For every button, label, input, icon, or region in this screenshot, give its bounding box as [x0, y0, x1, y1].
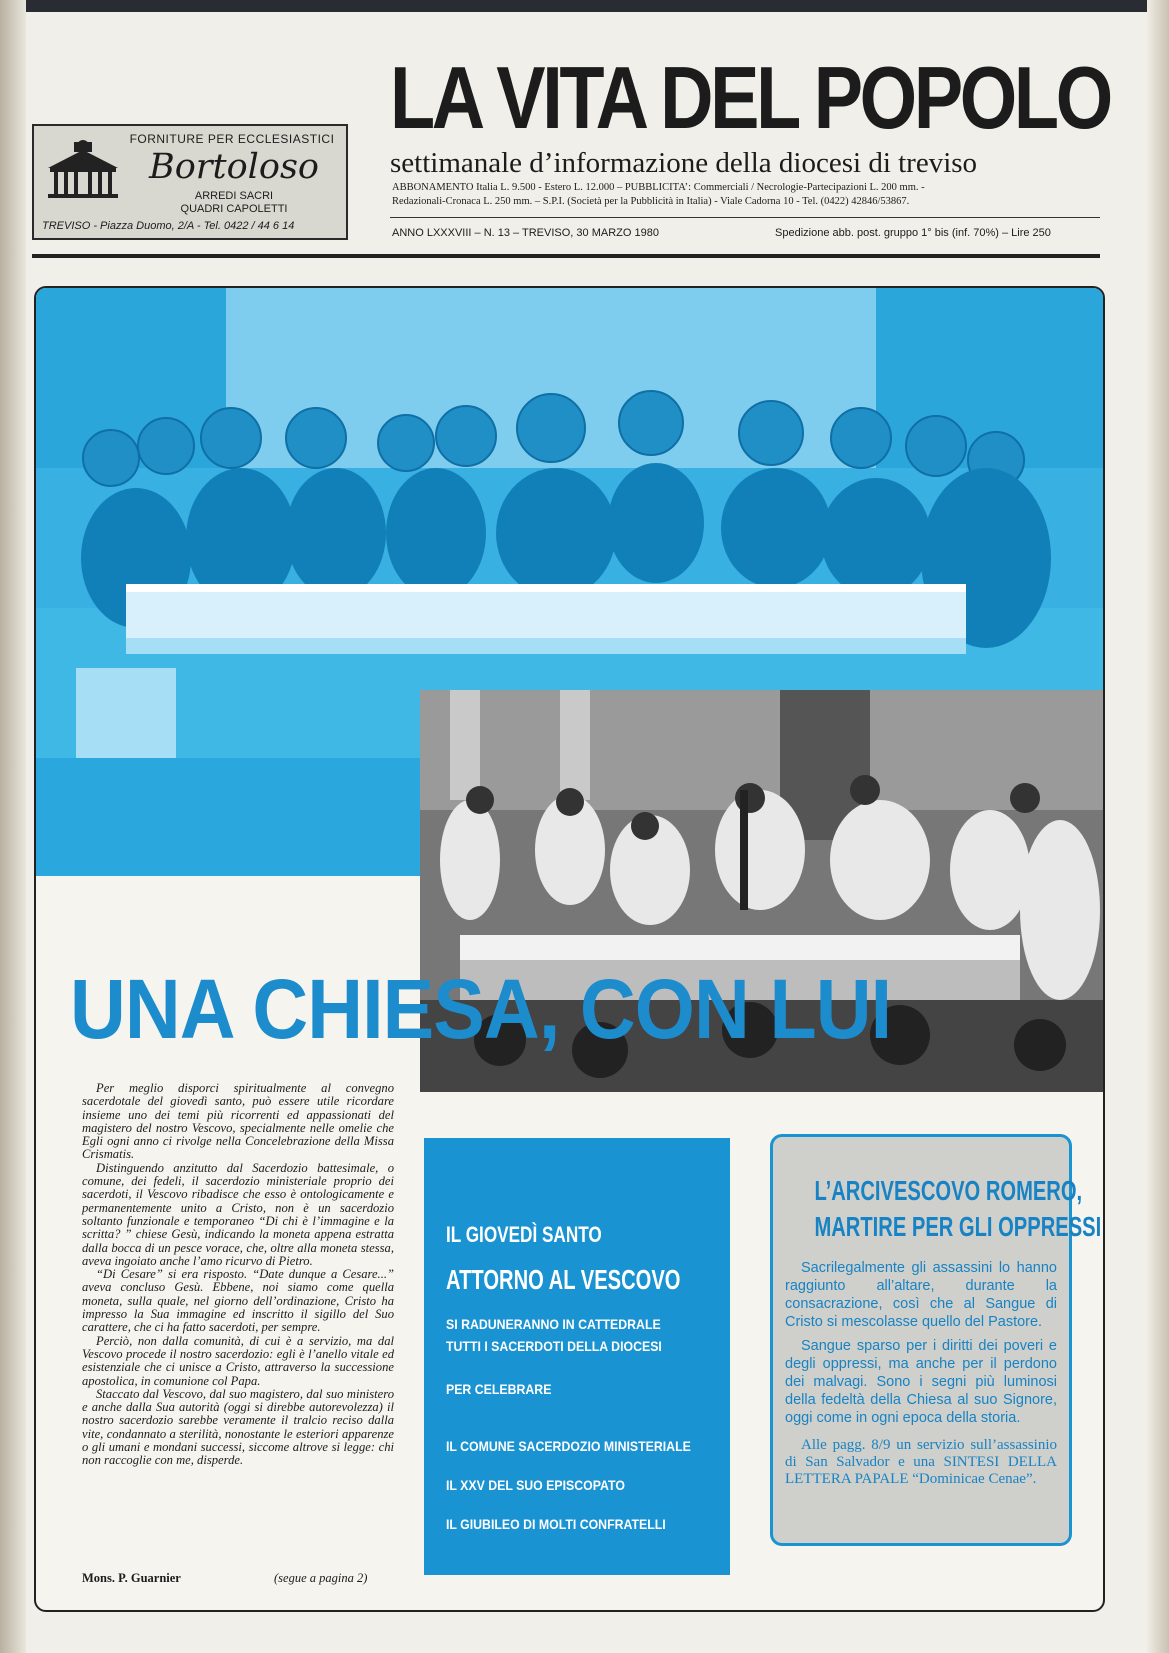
page-right-edge [1147, 0, 1169, 1653]
holy-thursday-line-2: ATTORNO AL VESCOVO [446, 1264, 681, 1295]
ad-line-2: QUADRI CAPOLETTI [180, 203, 288, 215]
ad-line-1: ARREDI SACRI [194, 190, 274, 202]
issue-info: ANNO LXXXVIII – N. 13 – TREVISO, 30 MARZO 1980 [392, 227, 659, 239]
masthead-title: LA VITA DEL POPOLO [390, 48, 1110, 147]
romero-title-line-2: MARTIRE PER GLI OPPRESSI [814, 1211, 1102, 1242]
romero-title-line-1: L’ARCIVESCOVO ROMERO, [814, 1175, 1083, 1206]
continued-note: (segue a pagina 2) [274, 1571, 368, 1585]
page-left-shadow [0, 0, 26, 1653]
front-page-frame [34, 286, 1105, 1612]
holy-thursday-line-3: SI RADUNERANNO IN CATTEDRALE [446, 1316, 661, 1332]
church-icon [44, 140, 122, 200]
holy-thursday-line-5: PER CELEBRARE [446, 1381, 552, 1397]
ad-brand-name: Bortoloso [149, 147, 319, 187]
postal-info: Spedizione abb. post. gruppo 1° bis (inf. 70%) – Lire 250 [775, 227, 1051, 239]
ad-header: FORNITURE PER ECCLESIASTICI [129, 132, 335, 146]
holy-thursday-line-7: IL XXV DEL SUO EPISCOPATO [446, 1477, 625, 1493]
article-paragraph-5: Staccato dal Vescovo, dal suo magistero, dal suo ministero e anche dalla Sua autorità (oggi si direbbe autorevolezza) il nostro sacerdozio sarebbe veramente il tralcio reciso dalla vite, condannato a sterilità, nonostante le esteriori apparenze o gli umani e mondani successi, siccome altrove si legge: chi non raccoglie con me, disperde. [82, 1386, 394, 1468]
masthead-rule [390, 217, 1100, 218]
romero-paragraph-3: Alle pagg. 8/9 un servizio sull’assassinio di San Salvador e una SINTESI DELLA LETTERA PAPALE “Dominicae Cenae”. [785, 1437, 1057, 1487]
holy-thursday-line-4: TUTTI I SACERDOTI DELLA DIOCESI [446, 1338, 662, 1354]
masthead-subtitle: settimanale d’informazione della diocesi di treviso [390, 147, 978, 179]
article-paragraph-4: Perciò, non dalla comunità, di cui è a servizio, ma dal Vescovo procede il nostro sacerdozio: egli è l’anello vitale ed esistenziale che ci unisce a Cristo, attraverso la successione apostolica, in comunione col Papa. [82, 1333, 394, 1388]
article-paragraph-3: “Di Cesare” si era risposto. “Date dunque a Cesare...” aveva concluso Gesù. Ebbene, noi siamo come quella moneta, sulla quale, nel giorno dell’ordinazione, Cristo ha impresso la Sua immagine ed inscritto il sigillo del Suo carattere, che ci ha fatto sacerdoti, per sempre. [82, 1267, 394, 1335]
holy-thursday-line-1: IL GIOVEDÌ SANTO [446, 1222, 602, 1247]
advertisement-box [32, 124, 348, 240]
masthead-divider [32, 254, 1100, 258]
article-text [82, 1082, 394, 1468]
subscription-info-line-2: Redazionali-Cronaca L. 250 mm. – S.P.I. (Società per la Pubblicità in Italia) - Viale Cadorna 10 - Tel. (0422) 42846/53867. [392, 196, 910, 207]
page-top-shadow [0, 0, 1169, 12]
holy-thursday-line-8: IL GIUBILEO DI MOLTI CONFRATELLI [446, 1516, 666, 1532]
article-paragraph-2: Distinguendo anzitutto dal Sacerdozio battesimale, o comune, dei fedeli, il sacerdozio ministeriale proprio dei sacerdoti, il Vescovo ribadisce che esso è ontologicamente e permanentemente unito a Cristo, non è un sacerdozio soltanto funzionale e temporaneo “Di chi è l’immagine e la scritta? ” chiese Gesù, indicando la moneta appena estratta dalla bocca di un pesce vorace, che, oltre alla moneta stessa, aveva ingoiato anche l’amo ricurvo di Pietro. [82, 1160, 394, 1268]
romero-paragraph-1: Sacrilegalmente gli assassini lo hanno raggiunto all’altare, durante la consacrazione, così che al Sangue di Cristo si mescolasse quello del Pastore. [785, 1260, 1057, 1330]
subscription-info-line-1: ABBONAMENTO Italia L. 9.500 - Estero L. 12.000 – PUBBLICITA’: Commerciali / Necrologie-Partecipazioni L. 200 mm. - [392, 182, 925, 193]
main-headline: UNA CHIESA, CON LUI [70, 962, 892, 1056]
article-author: Mons. P. Guarnier [82, 1571, 181, 1585]
ad-address: TREVISO - Piazza Duomo, 2/A - Tel. 0422 / 44 6 14 [42, 220, 295, 232]
holy-thursday-line-6: IL COMUNE SACERDOZIO MINISTERIALE [446, 1438, 691, 1454]
article-paragraph-1: Per meglio disporci spiritualmente al convegno sacerdotale del giovedì santo, può essere utile ricordare insieme uno dei temi più ricorrenti ed appassionati del magistero del nostro Vescovo, specialmente nelle omelie che Egli ogni anno ci rivolge nella Concelebrazione della Missa Crismatis. [82, 1081, 394, 1162]
romero-paragraph-2: Sangue sparso per i diritti dei poveri e degli oppressi, ma anche per il perdono dei malvagi. Sono i segni più luminosi della fedeltà della Chiesa al suo Signore, oggi come in ogni epoca della storia. [785, 1338, 1057, 1426]
romero-box [770, 1134, 1102, 1546]
holy-thursday-box [424, 1138, 730, 1575]
